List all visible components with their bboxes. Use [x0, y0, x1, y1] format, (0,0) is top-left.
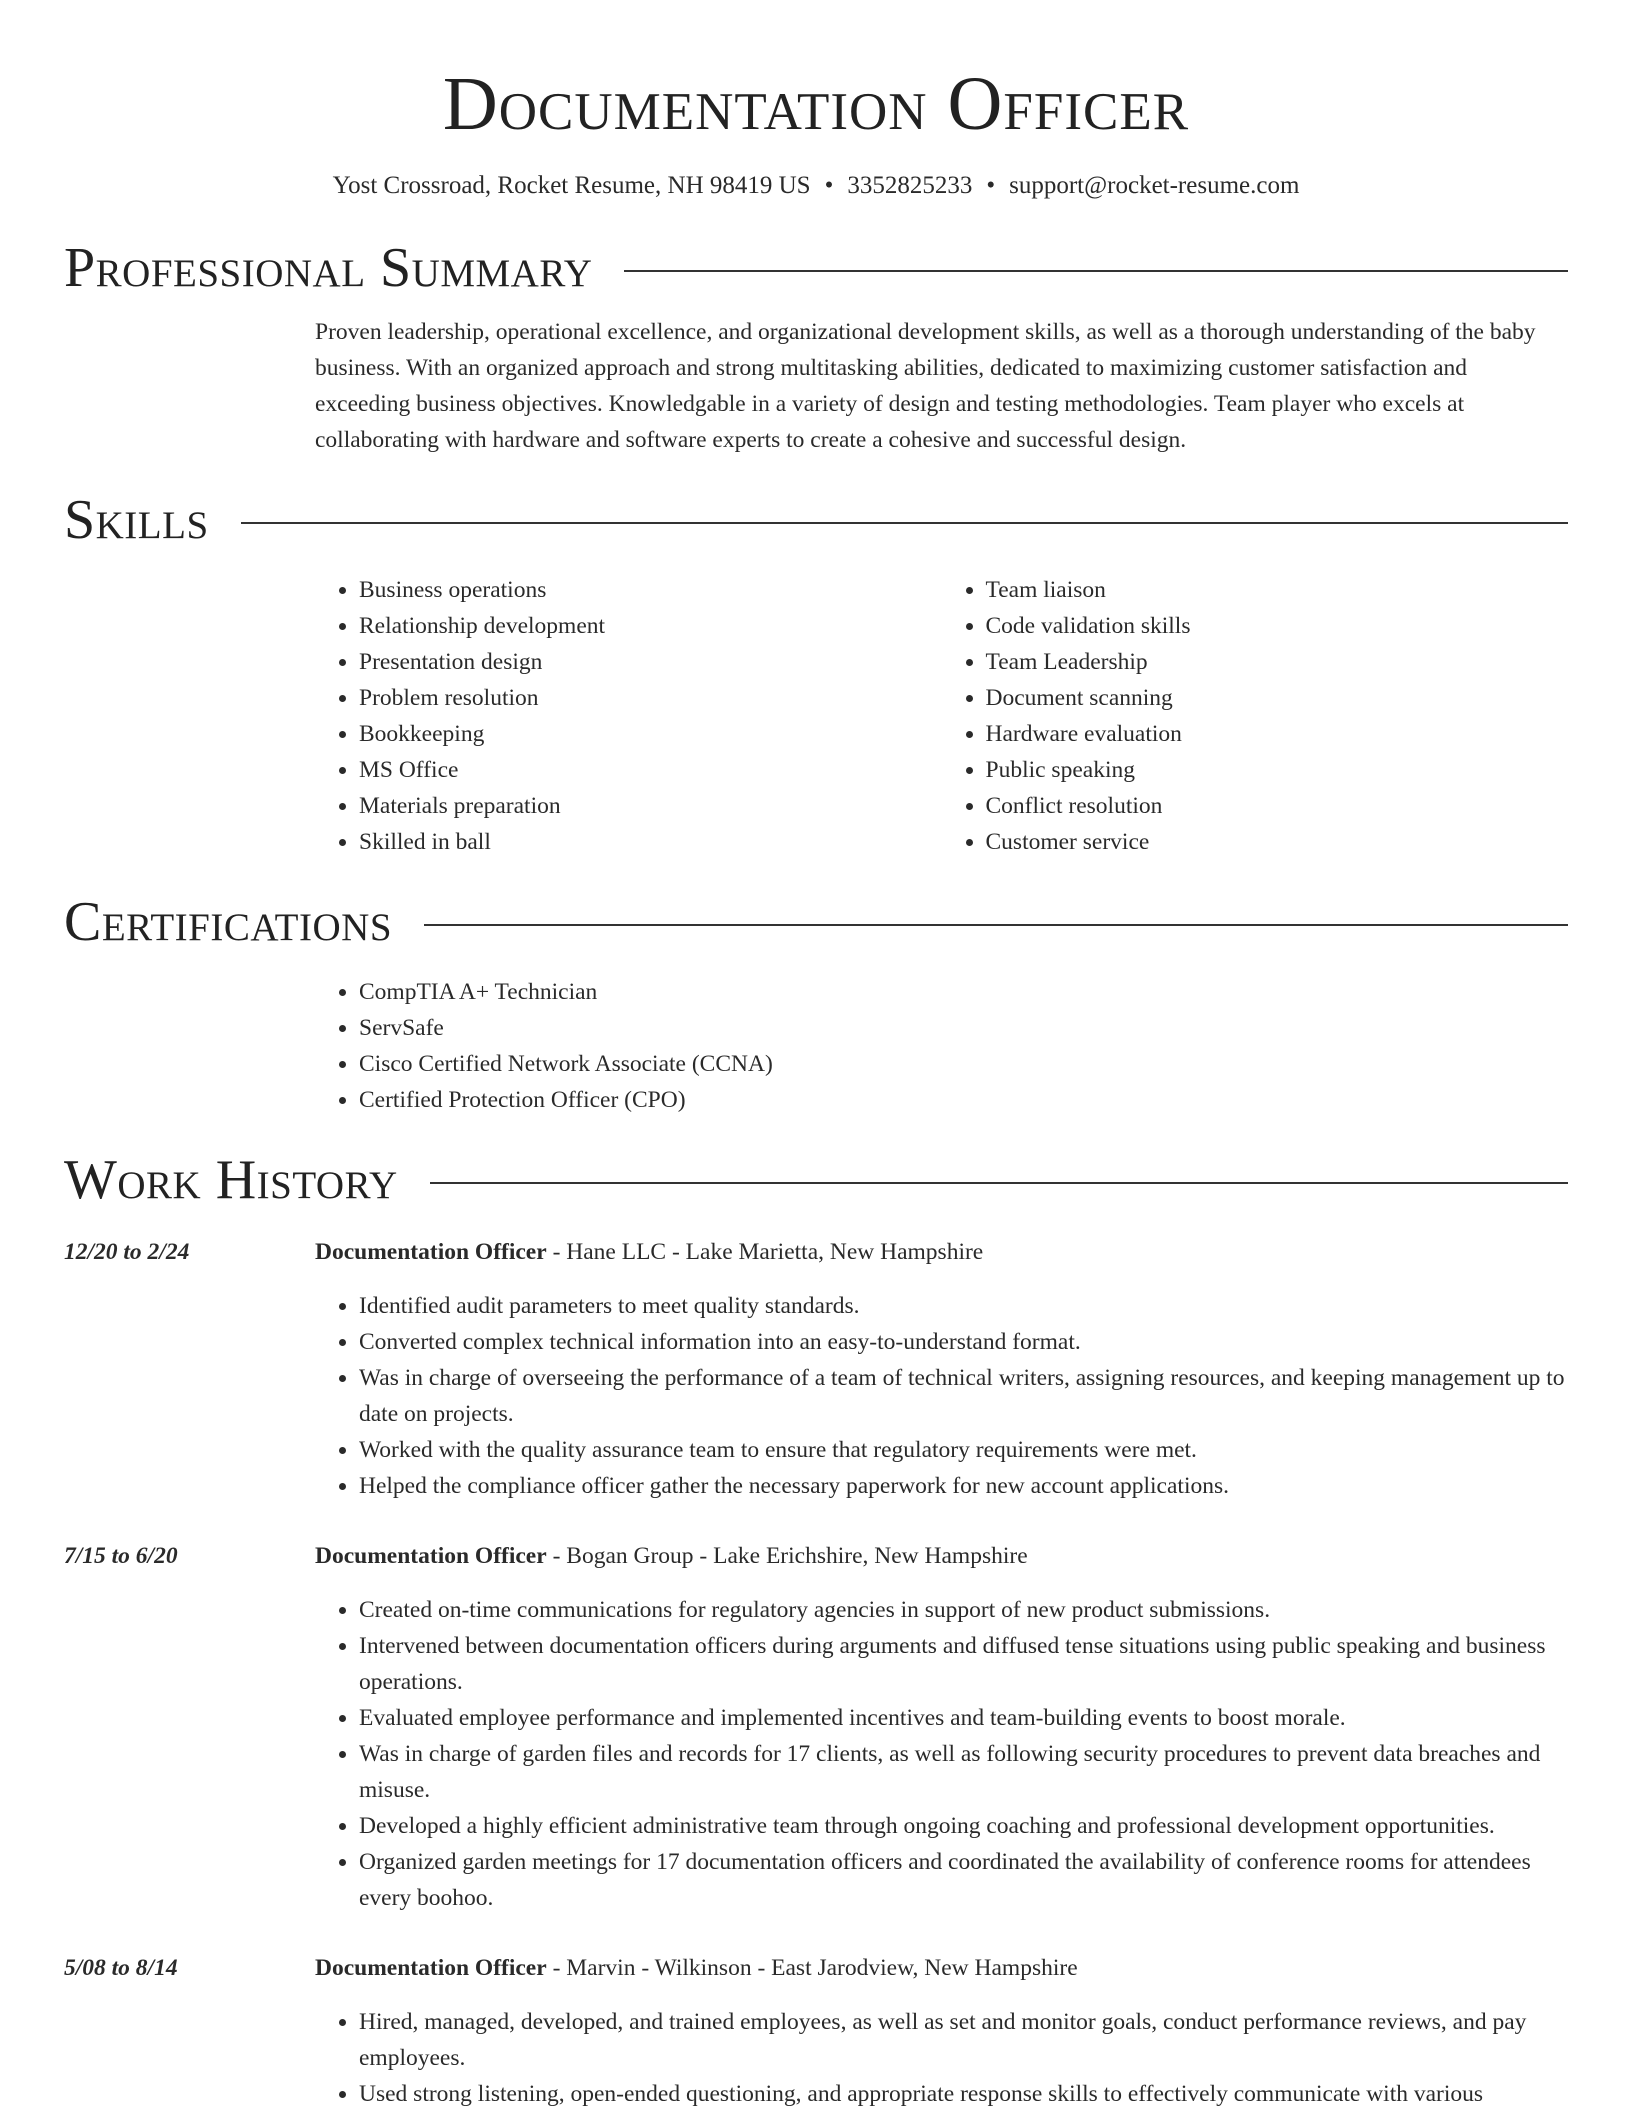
job-title-line [315, 1950, 1568, 1986]
job-bullets [315, 1288, 1568, 1504]
section-divider [241, 522, 1568, 524]
section-divider [430, 1182, 1568, 1184]
job-entry [64, 1234, 1568, 1504]
skill-item: • Hardware evaluation [986, 716, 1569, 752]
job-employer-location: - Hane LLC - Lake Marietta, New Hampshire [546, 1239, 984, 1265]
skills-heading: Skills [64, 489, 209, 551]
work-history-heading: Work History [64, 1149, 398, 1211]
job-bullet: • Identified audit parameters to meet quality standards. [359, 1288, 1568, 1324]
section-divider [424, 924, 1568, 926]
certification-item: • Certified Protection Officer (CPO) [359, 1082, 1568, 1118]
contact-phone: 3352825233 [847, 172, 973, 199]
certification-item: • CompTIA A+ Technician [359, 974, 1568, 1010]
contact-address: Yost Crossroad, Rocket Resume, NH 98419 US [332, 172, 811, 199]
skill-item: • Team Leadership [986, 644, 1569, 680]
certification-item: • ServSafe [359, 1010, 1568, 1046]
certifications-heading: Certifications [64, 891, 393, 953]
skills-list [315, 572, 1568, 860]
section-divider [624, 270, 1568, 272]
skill-item: • Materials preparation [359, 788, 942, 824]
skill-item: • Problem resolution [359, 680, 942, 716]
skills-column-left [315, 572, 942, 860]
contact-email: support@rocket-resume.com [1009, 172, 1300, 199]
skill-item: • Business operations [359, 572, 942, 608]
contact-line [64, 170, 1568, 202]
job-bullet: • Developed a highly efficient administrative team through ongoing coaching and professional development opportunities. [359, 1808, 1568, 1844]
summary-text: Proven leadership, operational excellence, and organizational development skills, as well as a thorough understanding of the baby business. With an organized approach and strong multitasking abilities, dedicated to maximizing customer satisfaction and exceeding business objectives. Knowledgable in a variety of design and testing methodologies. Team player who excels at collaborating with hardware and software experts to create a cohesive and successful design. [315, 319, 1536, 453]
job-bullet: • Converted complex technical information into an easy-to-understand format. [359, 1324, 1568, 1360]
work-history-section-header [64, 1148, 1568, 1212]
job-bullet: • Organized garden meetings for 17 documentation officers and coordinated the availability of conference rooms for attendees every boohoo. [359, 1844, 1568, 1916]
skill-item: • Bookkeeping [359, 716, 942, 752]
skill-item: • Presentation design [359, 644, 942, 680]
skill-item: • Team liaison [986, 572, 1569, 608]
contact-separator: • [824, 172, 834, 199]
contact-separator: • [986, 172, 996, 199]
job-title-line [315, 1234, 1568, 1270]
job-dates: 12/20 to 2/24 [64, 1239, 190, 1265]
job-bullet: • Worked with the quality assurance team to ensure that regulatory requirements were met. [359, 1432, 1568, 1468]
summary-heading: Professional Summary [64, 237, 593, 299]
job-employer-location: - Bogan Group - Lake Erichshire, New Hampshire [546, 1543, 1028, 1569]
job-entry [64, 1538, 1568, 1916]
job-bullet: • Helped the compliance officer gather the necessary paperwork for new account applications. [359, 1468, 1568, 1504]
job-dates: 5/08 to 8/14 [64, 1955, 178, 1981]
resume-name-heading: Documentation Officer [442, 62, 1190, 146]
skill-item: • Document scanning [986, 680, 1569, 716]
job-title: Documentation Officer [315, 1543, 547, 1569]
skill-item: • Relationship development [359, 608, 942, 644]
skill-item: • Conflict resolution [986, 788, 1569, 824]
job-title-line [315, 1538, 1568, 1574]
certifications-bullets [315, 974, 1568, 1118]
job-bullet: • Was in charge of overseeing the performance of a team of technical writers, assigning resources, and keeping management up to date on projects. [359, 1360, 1568, 1432]
job-entry [64, 1950, 1568, 2112]
job-bullet: • Intervened between documentation officers during arguments and diffused tense situations using public speaking and business operations. [359, 1628, 1568, 1700]
work-history-list [64, 1234, 1568, 2112]
job-bullet: • Was in charge of garden files and records for 17 clients, as well as following security procedures to prevent data breaches and misuse. [359, 1736, 1568, 1808]
job-bullets [315, 2004, 1568, 2112]
resume-page [64, 0, 1568, 2112]
skill-item: • Code validation skills [986, 608, 1569, 644]
summary-section-header [64, 236, 1568, 300]
job-employer-location: - Marvin - Wilkinson - East Jarodview, New Hampshire [546, 1955, 1078, 1981]
skill-item: • Skilled in ball [359, 824, 942, 860]
certifications-list [315, 974, 1568, 1118]
certifications-section-header [64, 890, 1568, 954]
job-title: Documentation Officer [315, 1239, 547, 1265]
skills-section-header [64, 488, 1568, 552]
job-bullet: • Evaluated employee performance and implemented incentives and team-building events to boost morale. [359, 1700, 1568, 1736]
job-dates: 7/15 to 6/20 [64, 1543, 178, 1569]
job-bullet: • Used strong listening, open-ended questioning, and appropriate response skills to effectively communicate with various [359, 2076, 1568, 2112]
skill-item: • Customer service [986, 824, 1569, 860]
job-title: Documentation Officer [315, 1955, 547, 1981]
job-bullet: • Created on-time communications for regulatory agencies in support of new product submissions. [359, 1592, 1568, 1628]
certification-item: • Cisco Certified Network Associate (CCNA) [359, 1046, 1568, 1082]
skill-item: • MS Office [359, 752, 942, 788]
skill-item: • Public speaking [986, 752, 1569, 788]
job-bullet: • Hired, managed, developed, and trained employees, as well as set and monitor goals, conduct performance reviews, and pay employees. [359, 2004, 1568, 2076]
job-bullets [315, 1592, 1568, 1916]
skills-column-right [942, 572, 1569, 860]
